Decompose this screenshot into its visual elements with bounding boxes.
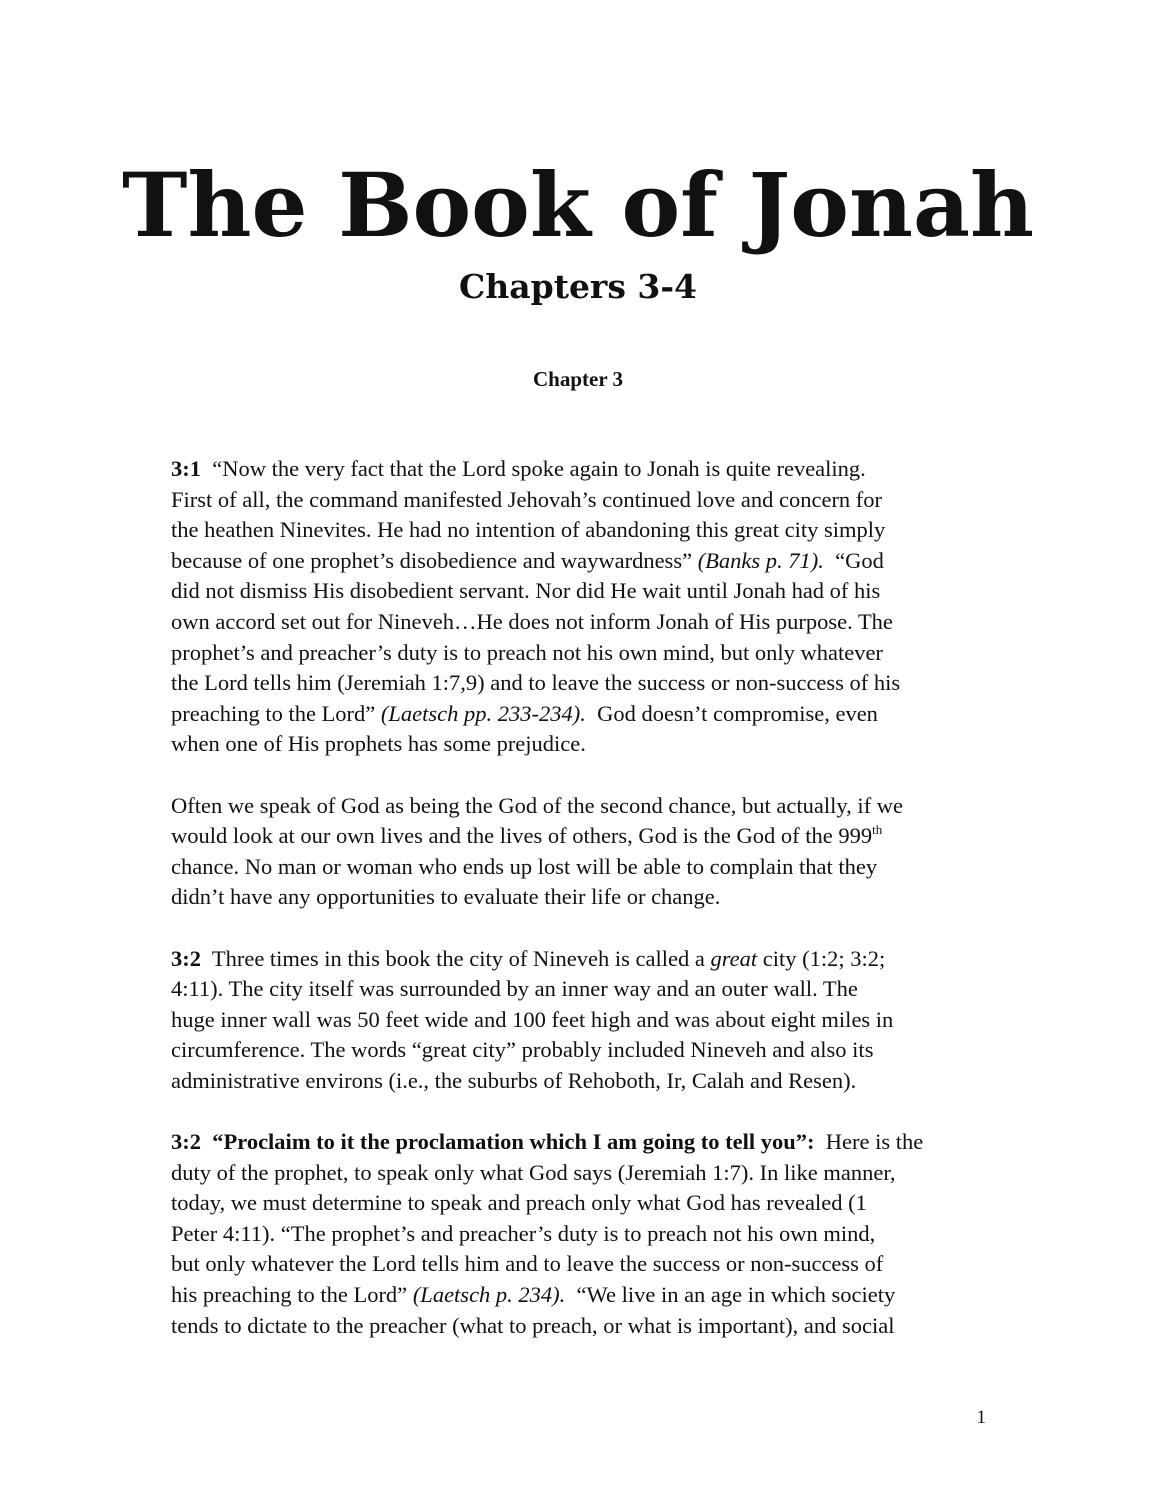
text-run: God doesn’t compromise, even <box>597 700 878 726</box>
text-line: prophet’s and preacher’s duty is to preach not his own mind, but only whatever <box>171 639 883 665</box>
text-line <box>171 1127 991 1158</box>
text-line: tends to dictate to the preacher (what to preach, or what is important), and social <box>171 1312 895 1338</box>
text-line <box>171 1280 991 1311</box>
text-run: city (1:2; 3:2; <box>762 945 886 971</box>
citation: (Laetsch p. 234). <box>412 1282 566 1308</box>
paragraph-3-2-great-city <box>171 944 991 1097</box>
text-line: First of all, the command manifested Jehovah’s continued love and concern for <box>171 486 883 512</box>
text-line: did not dismiss His disobedient servant. Nor did He wait until Jonah had of his <box>171 578 881 604</box>
verse-ref: 3:2 <box>171 945 201 971</box>
verse-quote: “Proclaim to it the proclamation which I am going to tell you”: <box>212 1129 815 1155</box>
text-line <box>171 454 991 485</box>
document-body <box>171 454 991 1372</box>
text-run: “We live in an age in which society <box>576 1282 896 1308</box>
text-line: but only whatever the Lord tells him and to leave the success or non-success of <box>171 1251 884 1277</box>
superscript: th <box>872 822 883 838</box>
text-line: Often we speak of God as being the God of the second chance, but actually, if we <box>171 792 904 818</box>
text-line <box>171 699 991 730</box>
text-line: didn’t have any opportunities to evaluate their life or change. <box>171 884 721 910</box>
document-subtitle: Chapters 3-4 <box>458 267 698 306</box>
paragraph-second-chance <box>171 791 991 913</box>
text-line <box>171 944 991 975</box>
text-run: Three times in this book the city of Nineveh is called a <box>211 945 705 971</box>
text-run: “Now the very fact that the Lord spoke again to Jonah is quite revealing. <box>212 456 866 481</box>
text-line: circumference. The words “great city” probably included Nineveh and also its <box>171 1037 874 1063</box>
citation: (Banks p. 71). <box>697 547 824 573</box>
text-run: because of one prophet’s disobedience and waywardness” <box>171 547 693 573</box>
verse-ref: 3:2 <box>171 1129 201 1155</box>
text-line: today, we must determine to speak and preach only what God has revealed (1 <box>171 1190 867 1216</box>
text-run: Here is the <box>825 1129 924 1155</box>
verse-ref: 3:1 <box>171 456 201 481</box>
page-number: 1 <box>976 1407 986 1428</box>
text-line: 4:11). The city itself was surrounded by an inner way and an outer wall. The <box>171 976 858 1002</box>
text-line <box>171 546 991 577</box>
text-line: own accord set out for Nineveh…He does not inform Jonah of His purpose. The <box>171 608 893 634</box>
text-line <box>171 821 991 852</box>
document-title: The Book of Jonah <box>122 153 1034 257</box>
paragraph-3-1 <box>171 454 991 760</box>
text-line: Peter 4:11). “The prophet’s and preacher’s duty is to preach not his own mind, <box>171 1220 876 1246</box>
citation: (Laetsch pp. 233-234). <box>380 700 586 726</box>
text-line: the heathen Ninevites. He had no intention of abandoning this great city simply <box>171 517 886 543</box>
emphasis: great <box>710 945 758 971</box>
text-run: preaching to the Lord” <box>171 700 376 726</box>
text-line: huge inner wall was 50 feet wide and 100 feet high and was about eight miles in <box>171 1006 894 1032</box>
text-line: chance. No man or woman who ends up lost will be able to complain that they <box>171 853 878 879</box>
text-line: duty of the prophet, to speak only what God says (Jeremiah 1:7). In like manner, <box>171 1159 896 1185</box>
text-line: when one of His prophets has some prejudice. <box>171 731 586 757</box>
text-line: the Lord tells him (Jeremiah 1:7,9) and to leave the success or non-success of his <box>171 670 901 696</box>
chapter-heading: Chapter 3 <box>532 367 624 391</box>
text-run: “God <box>835 547 884 573</box>
paragraph-3-2-proclaim <box>171 1127 991 1341</box>
text-run: would look at our own lives and the lives of others, God is the God of the 999 <box>171 823 873 849</box>
text-line: administrative environs (i.e., the suburbs of Rehoboth, Ir, Calah and Resen). <box>171 1067 857 1093</box>
text-run: his preaching to the Lord” <box>171 1282 408 1308</box>
